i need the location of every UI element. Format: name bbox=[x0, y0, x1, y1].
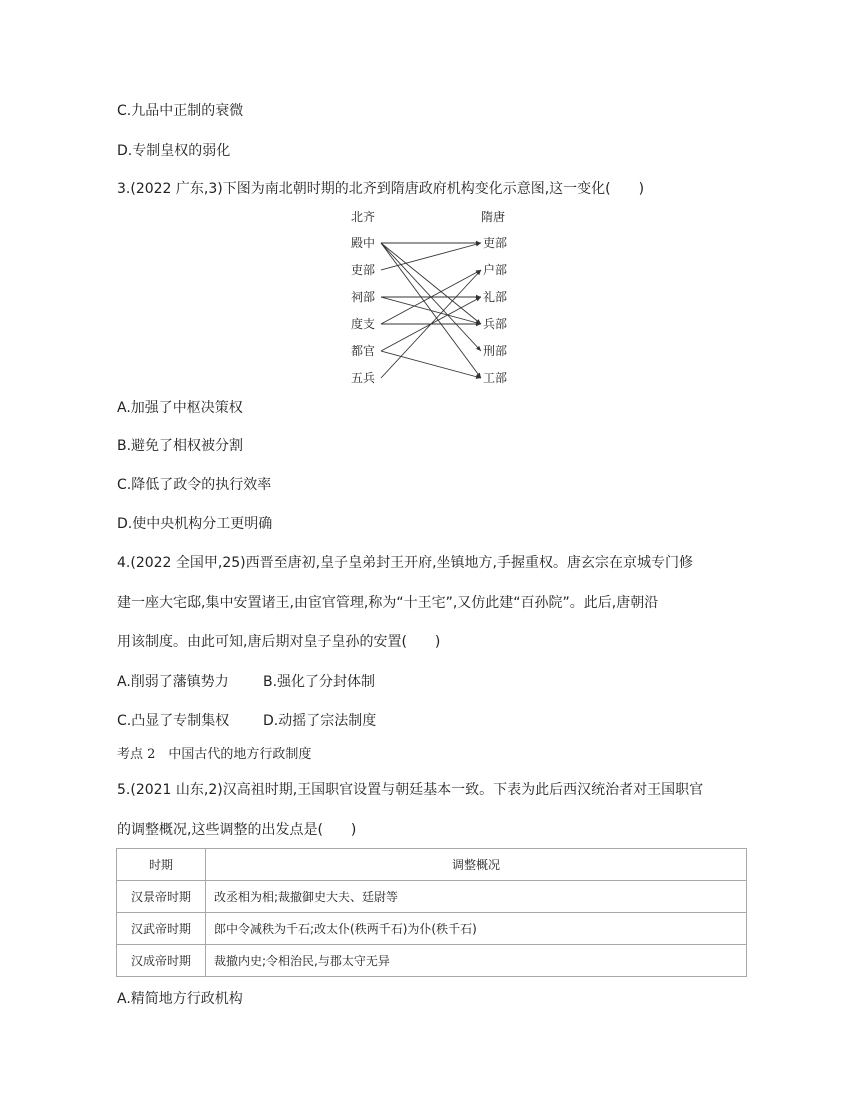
diagram-left-item: 五兵 bbox=[351, 371, 376, 385]
q4-stem-line-1: 4.(2022 全国甲,25)西晋至唐初,皇子皇弟封王开府,坐镇地方,手握重权。唐玄宗在京城专门修 bbox=[117, 555, 693, 571]
diagram-link bbox=[381, 297, 481, 324]
diagram-left-item: 度支 bbox=[351, 317, 376, 331]
table-header-row bbox=[117, 849, 747, 881]
q5-option-a: A.精简地方行政机构 bbox=[117, 991, 243, 1007]
q3-option-a: A.加强了中枢决策权 bbox=[117, 400, 243, 416]
diagram-left-item: 吏部 bbox=[351, 263, 376, 277]
row-period: 汉武帝时期 bbox=[117, 913, 206, 945]
diagram-right-item: 吏部 bbox=[483, 236, 508, 250]
section-heading: 考点 2 中国古代的地方行政制度 bbox=[117, 747, 312, 762]
adjustment-table bbox=[116, 848, 747, 977]
q5-stem-line-2: 的调整概况,这些调整的出发点是( ) bbox=[117, 822, 357, 838]
diagram-right-title: 隋唐 bbox=[481, 210, 506, 224]
agency-change-diagram bbox=[330, 204, 530, 386]
diagram-right-item: 户部 bbox=[483, 263, 508, 277]
row-adjustment: 郎中令减秩为千石;改太仆(秩两千石)为仆(秩千石) bbox=[206, 913, 747, 945]
table-row bbox=[117, 945, 747, 977]
diagram-left-item: 都官 bbox=[351, 344, 376, 358]
row-period: 汉成帝时期 bbox=[117, 945, 206, 977]
q3-option-c: C.降低了政令的执行效率 bbox=[117, 477, 272, 493]
row-adjustment: 改丞相为相;裁撤御史大夫、廷尉等 bbox=[206, 881, 747, 913]
diagram-link bbox=[381, 243, 481, 324]
diagram-left-item: 殿中 bbox=[351, 236, 376, 250]
q4-stem-line-3: 用该制度。由此可知,唐后期对皇子皇孙的安置( ) bbox=[117, 634, 441, 650]
q3-option-d: D.使中央机构分工更明确 bbox=[117, 516, 273, 532]
diagram-left-title: 北齐 bbox=[351, 210, 376, 224]
diagram-right-item: 工部 bbox=[483, 371, 508, 385]
q4-option-b: B.强化了分封体制 bbox=[263, 674, 376, 690]
q3-stem: 3.(2022 广东,3)下图为南北朝时期的北齐到隋唐政府机构变化示意图,这一变化( ) bbox=[117, 181, 645, 197]
header-adjustment: 调整概况 bbox=[206, 849, 747, 881]
q2-option-c: C.九品中正制的衰微 bbox=[117, 103, 244, 119]
row-period: 汉景帝时期 bbox=[117, 881, 206, 913]
table-row bbox=[117, 881, 747, 913]
q4-option-c: C.凸显了专制集权 bbox=[117, 713, 230, 729]
q5-stem-line-1: 5.(2021 山东,2)汉高祖时期,王国职官设置与朝廷基本一致。下表为此后西汉统治者对王国职官 bbox=[117, 782, 704, 798]
table-row bbox=[117, 913, 747, 945]
diagram-link bbox=[381, 243, 481, 270]
diagram-right-item: 礼部 bbox=[483, 290, 508, 304]
row-adjustment: 裁撤内史;令相治民,与郡太守无异 bbox=[206, 945, 747, 977]
header-period: 时期 bbox=[117, 849, 206, 881]
diagram-left-item: 祠部 bbox=[351, 290, 376, 304]
q3-option-b: B.避免了相权被分割 bbox=[117, 438, 244, 454]
q4-option-a: A.削弱了藩镇势力 bbox=[117, 674, 229, 690]
diagram-link bbox=[381, 351, 481, 378]
q2-option-d: D.专制皇权的弱化 bbox=[117, 143, 231, 159]
diagram-right-item: 刑部 bbox=[483, 344, 508, 358]
diagram-right-item: 兵部 bbox=[483, 317, 508, 331]
q4-option-d: D.动摇了宗法制度 bbox=[263, 713, 377, 729]
q4-stem-line-2: 建一座大宅邸,集中安置诸王,由宦官管理,称为“十王宅”,又仿此建“百孙院”。此后,唐朝沿 bbox=[117, 595, 659, 611]
